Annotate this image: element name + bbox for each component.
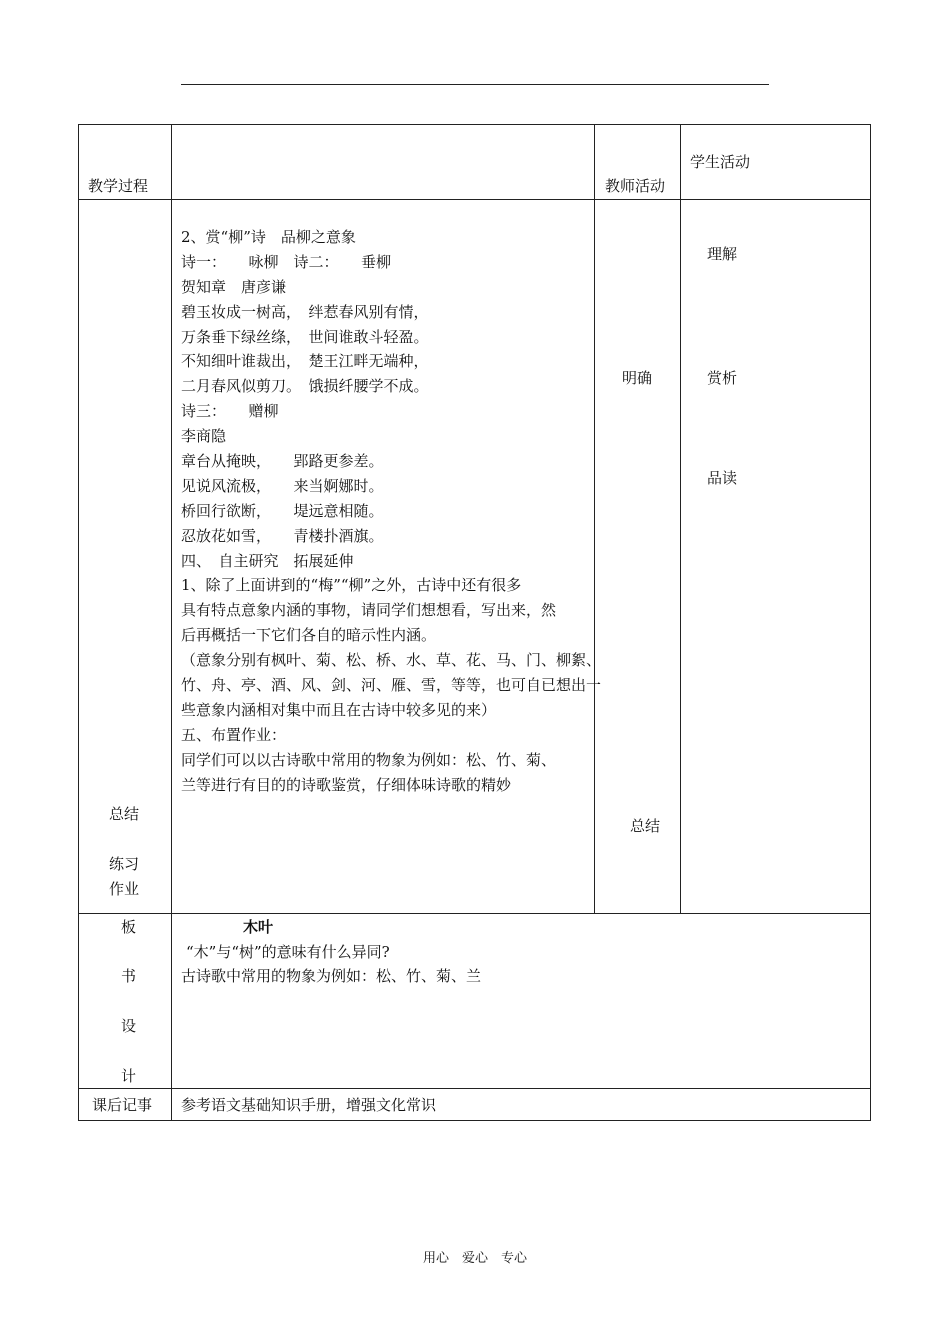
content-line: 同学们可以以古诗歌中常用的物象为例如：松、竹、菊、 bbox=[181, 750, 557, 769]
content-line: 1、除了上面讲到的“梅”“柳”之外，古诗中还有很多 bbox=[181, 576, 522, 595]
page-footer: 用心 爱心 专心 bbox=[422, 1251, 527, 1266]
table-col-divider-3 bbox=[680, 124, 681, 913]
content-line: （意象分别有枫叶、菊、松、桥、水、草、花、马、门、柳絮、 bbox=[181, 651, 602, 670]
student-savor: 品读 bbox=[707, 469, 738, 487]
content-line: 兰等进行有目的的诗歌鉴赏，仔细体味诗歌的精妙 bbox=[181, 775, 512, 794]
content-line: 诗三： 赠柳 bbox=[181, 402, 279, 421]
content-line: 具有特点意象内涵的事物，请同学们想想看，写出来，然 bbox=[181, 601, 557, 620]
board-label-char: 设 bbox=[121, 1017, 137, 1035]
content-line: 章台从掩映， 郢路更参差。 bbox=[181, 452, 384, 471]
content-line: 不知细叶谁裁出， 楚王江畔无端种， bbox=[181, 352, 429, 371]
content-line: 李商隐 bbox=[181, 427, 227, 446]
left-homework: 作业 bbox=[109, 880, 140, 898]
lesson-content bbox=[181, 225, 602, 797]
header-process: 教学过程 bbox=[88, 177, 149, 195]
board-label-char: 计 bbox=[121, 1067, 137, 1085]
content-line: 后再概括一下它们各自的暗示性内涵。 bbox=[181, 626, 437, 645]
table-row-divider-header bbox=[78, 199, 871, 200]
header-student-activity: 学生活动 bbox=[690, 153, 751, 171]
content-line: 忍放花如雪， 青楼扑酒旗。 bbox=[181, 526, 384, 545]
content-line: 四、 自主研究 拓展延伸 bbox=[181, 551, 354, 570]
content-line: 竹、舟、亭、酒、风、剑、河、雁、雪，等等，也可自已想出一 bbox=[181, 676, 602, 695]
board-label-char: 板 bbox=[121, 918, 137, 936]
content-line: 见说风流极， 来当婀娜时。 bbox=[181, 476, 384, 495]
content-line: 二月春风似剪刀。 饿损纤腰学不成。 bbox=[181, 377, 429, 396]
table-row-divider-notes bbox=[78, 1088, 871, 1089]
content-line: 五、布置作业： bbox=[181, 725, 287, 744]
student-understand: 理解 bbox=[707, 245, 738, 263]
content-line: 万条垂下绿丝绦， 世间谁敢斗轻盈。 bbox=[181, 327, 429, 346]
content-line: 些意象内涵相对集中而且在古诗中较多见的来） bbox=[181, 700, 497, 719]
content-line: 桥回行欲断， 堤远意相随。 bbox=[181, 501, 384, 520]
content-line: 贺知章 唐彦谦 bbox=[181, 277, 287, 296]
board-title: 木叶 bbox=[243, 918, 274, 936]
content-line: 碧玉妆成一树高， 绊惹春风别有情， bbox=[181, 302, 429, 321]
teacher-summary: 总结 bbox=[630, 817, 661, 835]
board-line-1: “木”与“树”的意味有什么异同? bbox=[186, 943, 390, 961]
notes-text: 参考语文基础知识手册，增强文化常识 bbox=[181, 1096, 437, 1114]
teacher-clarify: 明确 bbox=[622, 369, 653, 387]
left-practice: 练习 bbox=[109, 855, 140, 873]
content-line: 诗一： 咏柳 诗二： 垂柳 bbox=[181, 252, 392, 271]
table-col-divider-2 bbox=[594, 124, 595, 913]
header-rule bbox=[181, 84, 769, 85]
header-teacher-activity: 教师活动 bbox=[605, 177, 666, 195]
board-line-2: 古诗歌中常用的物象为例如：松、竹、菊、兰 bbox=[181, 967, 482, 985]
content-line: 2、赏“柳”诗 品柳之意象 bbox=[181, 228, 356, 246]
left-summary: 总结 bbox=[109, 805, 140, 823]
student-appreciate: 赏析 bbox=[707, 369, 738, 387]
board-label-char: 书 bbox=[121, 967, 137, 985]
table-col-divider-1 bbox=[171, 124, 172, 1121]
notes-label: 课后记事 bbox=[92, 1096, 153, 1114]
table-row-divider-board bbox=[78, 913, 871, 914]
